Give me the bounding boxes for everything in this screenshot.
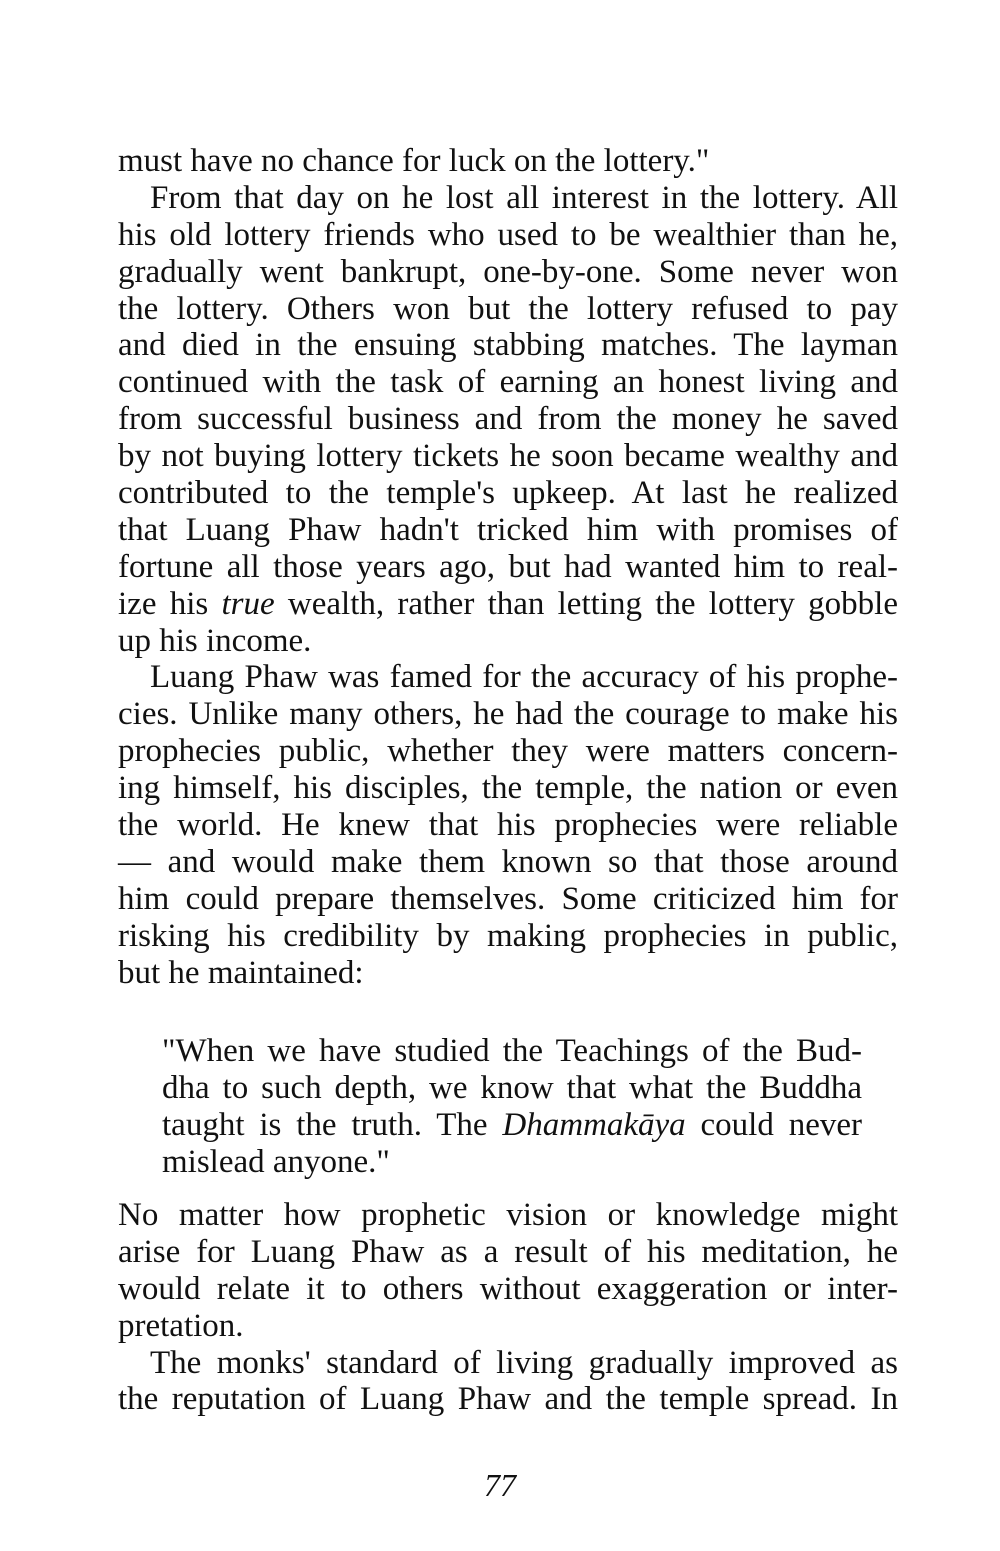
text-line: The monks' standard of living gradually improved as <box>150 1344 898 1381</box>
emphasis-word: Dhammakāya <box>502 1106 686 1143</box>
quote-line-with-emphasis <box>162 1107 862 1144</box>
block-quote <box>162 1033 862 1181</box>
page-number: 77 <box>484 1467 516 1503</box>
text-line: pretation. <box>118 1307 244 1344</box>
body-text-continued <box>118 1197 898 1418</box>
text-line: must have no chance for luck on the lottery." <box>118 143 710 179</box>
quote-line: mislead anyone." <box>162 1143 390 1180</box>
text-line: cies. Unlike many others, he had the courage to make his <box>118 696 898 733</box>
text-line: ing himself, his disciples, the temple, the nation or even <box>118 770 898 807</box>
text-line: up his income. <box>118 622 312 659</box>
text-line: by not buying lottery tickets he soon became wealthy and <box>118 438 898 475</box>
text-line: From that day on he lost all interest in the lottery. All <box>150 179 898 216</box>
text-line: the reputation of Luang Phaw and the temple spread. In <box>118 1381 898 1418</box>
text-segment: ize his <box>118 585 222 622</box>
text-line: contributed to the temple's upkeep. At last he realized <box>118 475 898 512</box>
text-line: gradually went bankrupt, one-by-one. Some never won <box>118 253 898 290</box>
quote-line: dha to such depth, we know that what the Buddha <box>162 1069 862 1106</box>
text-line: risking his credibility by making prophecies in public, <box>118 917 898 954</box>
text-line: the lottery. Others won but the lottery refused to pay <box>118 290 898 327</box>
text-segment: wealth, rather than letting the lottery gobble <box>274 585 898 622</box>
quote-line: "When we have studied the Teachings of the Bud- <box>162 1033 862 1069</box>
text-line: prophecies public, whether they were matters concern- <box>118 733 898 770</box>
text-segment: could never <box>685 1106 862 1143</box>
text-line: his old lottery friends who used to be wealthier than he, <box>118 216 898 253</box>
text-line: from successful business and from the money he saved <box>118 401 898 438</box>
text-line-with-emphasis <box>118 586 898 623</box>
text-line: arise for Luang Phaw as a result of his meditation, he <box>118 1233 898 1270</box>
text-line: the world. He knew that his prophecies were reliable <box>118 807 898 844</box>
text-segment: taught is the truth. The <box>162 1106 503 1143</box>
text-line: but he maintained: <box>118 954 364 991</box>
text-line: would relate it to others without exaggeration or inter- <box>118 1270 898 1307</box>
body-text <box>118 143 898 991</box>
text-line: No matter how prophetic vision or knowledge might <box>118 1197 898 1233</box>
text-line: him could prepare themselves. Some criticized him for <box>118 880 898 917</box>
text-line: that Luang Phaw hadn't tricked him with promises of <box>118 511 898 548</box>
emphasis-word: true <box>221 585 275 622</box>
text-line: continued with the task of earning an honest living and <box>118 364 898 401</box>
text-line: and died in the ensuing stabbing matches. The layman <box>118 327 898 364</box>
text-line: Luang Phaw was famed for the accuracy of his prophe- <box>150 659 898 696</box>
text-line: fortune all those years ago, but had wanted him to real- <box>118 548 898 585</box>
text-line: — and would make them known so that those around <box>118 843 898 880</box>
